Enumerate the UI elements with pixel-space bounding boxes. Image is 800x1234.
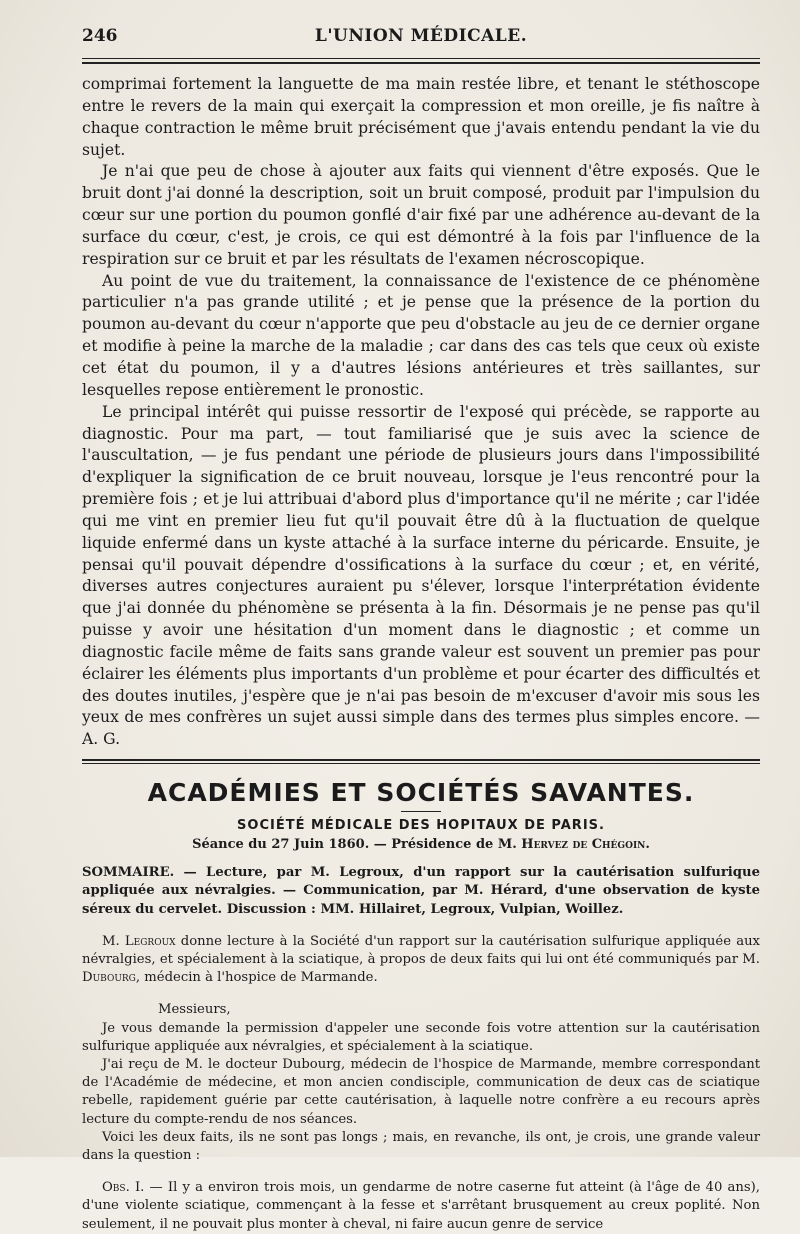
section-divider <box>82 759 760 761</box>
header-rule-double <box>82 62 760 64</box>
title-underline <box>401 811 441 812</box>
society-title: SOCIÉTÉ MÉDICALE DES HOPITAUX DE PARIS. <box>237 818 605 834</box>
report-paragraph: J'ai reçu de M. le docteur Dubourg, médecin de l'hospice de Marmande, membre correspondant de l'Académie de médecine, et mon ancien condisciple, communication de deux cas de sciatique rebelle, rapidement guérie par cette cautérisation, à laquelle notre confrère a eu recours après lecture du compte-rendu de nos séances. <box>82 1056 760 1127</box>
report-paragraph: Voici les deux faits, ils ne sont pas longs ; mais, en revanche, ils ont, je crois, une grande valeur dans la question : <box>82 1129 760 1163</box>
report-intro <box>82 933 760 988</box>
section-title: ACADÉMIES ET SOCIÉTÉS SAVANTES. <box>147 778 695 808</box>
running-head <box>82 26 760 52</box>
article-body <box>82 74 760 751</box>
observation-paragraph <box>82 1179 760 1234</box>
body-paragraph: Je n'ai que peu de chose à ajouter aux faits qui viennent d'être exposés. Que le bruit dont j'ai donné la description, soit un bruit composé, produit par l'impulsion du cœur sur une portion du poumon gonflé d'air fixé par une adhérence au-devant de la surface du cœur, c'est, je crois, ce qui est démontré à la fois par l'influence de la respiration sur ce bruit et par les résultats de l'examen nécroscopique. <box>82 162 760 268</box>
summary-text: — Lecture, par M. Legroux, d'un rapport sur la cautérisation sulfurique appliquée aux névralgies. — Communication, par M. Hérard, d'une observation de kyste séreux du cervelet. Discussion : MM. Hillairet, Legroux, Vulpian, Woillez. <box>82 865 760 917</box>
summary <box>82 864 760 919</box>
spacer <box>82 1165 760 1179</box>
correspondent-name: Dubourg <box>82 970 136 986</box>
intro-end: , médecin à l'hospice de Marmande. <box>135 970 378 986</box>
seance-text: Séance du 27 Juin 1860. — Présidence de M. <box>192 837 522 853</box>
intro-mid: donne lecture à la Société d'un rapport sur la cautérisation sulfurique appliquée aux névralgies, et spécialement à la sciatique, à propos de deux faits qui lui ont été communiqués par M. <box>82 933 760 967</box>
seance-end: . <box>645 837 650 853</box>
spacer <box>82 987 760 1001</box>
body-paragraph: Le principal intérêt qui puisse ressortir de l'exposé qui précède, se rapporte au diagnostic. Pour ma part, — tout familiarisé que je suis avec la science de l'auscultation, — je fus pendant une période de plusieurs jours dans l'impossibilité d'expliquer la signification de ce bruit nouveau, lorsque je l'eus rencontré pour la première fois ; et je lui attribuai d'abord plus d'importance qu'il ne mérite ; car l'idée qui me vint en premier lieu fut qu'il pouvait être dû à la fluctuation de quelque liquide enfermé dans un kyste attaché à la surface interne du péricarde. Ensuite, je pensai qu'il pouvait dépendre d'ossifications à la surface du cœur ; et, en vérité, diverses autres conjectures auraient pu s'élever, lorsque l'interprétation évidente que j'ai donnée du phénomène se présenta à la fin. Désormais je ne pense pas qu'il puisse y avoir une hésitation d'un moment dans le diagnostic ; et comme un diagnostic facile même de faits sans grande valeur est souvent un premier pas pour éclairer les éléments plus importants d'un problème et pour écarter des difficultés et des doutes inutiles, j'espère que je n'ai pas besoin de m'excuser d'avoir mis sous les yeux de mes confrères un sujet aussi simple dans des termes plus simples encore. — A. G. <box>82 402 760 749</box>
reporter-name: Legroux <box>124 933 176 949</box>
observation-text: — Il y a environ trois mois, un gendarme de notre caserne fut atteint (à l'âge de 40 ans), d'une violente sciatique, commençant à la fesse et s'arrêtant brusquement au creux poplité. Non seulement, il ne pouvait plus monter à cheval, ni faire aucun genre de service <box>82 1180 760 1232</box>
salutation: Messieurs, <box>158 1002 231 1018</box>
section-divider-thin <box>82 763 760 764</box>
report-body <box>82 864 760 1234</box>
summary-label: SOMMAIRE. <box>82 865 175 881</box>
journal-title: L'UNION MÉDICALE. <box>314 26 528 46</box>
page-number: 246 <box>82 26 118 46</box>
intro-prefix: M. <box>102 933 125 949</box>
report-paragraph: Je vous demande la permission d'appeler une seconde fois votre attention sur la cautérisation sulfurique appliquée aux névralgies, et spécialement à la sciatique. <box>82 1020 760 1054</box>
header-rule <box>82 58 760 59</box>
body-paragraph: Au point de vue du traitement, la connaissance de l'existence de ce phénomène particulier n'a pas grande utilité ; et je pense que la présence de la portion du poumon au-devant du cœur n'apporte que peu d'obstacle au jeu de ce dernier organe et modifie à peine la marche de la maladie ; car dans des cas tels que ceux où existe cet état du poumon, il y a d'autres lésions antérieures et très saillantes, sur lesquelles repose entièrement le pronostic. <box>82 271 760 399</box>
body-paragraph: comprimai fortement la languette de ma main restée libre, et tenant le stéthoscope entre le revers de la main qui exerçait la compression et mon oreille, je fis naître à chaque contraction le même bruit précisément que j'avais entendu pendant la vie du sujet. <box>82 75 760 159</box>
president-name: Hervez de Chégoin <box>521 837 646 853</box>
seance-line <box>82 837 760 852</box>
observation-label: Obs. I. <box>102 1180 145 1196</box>
